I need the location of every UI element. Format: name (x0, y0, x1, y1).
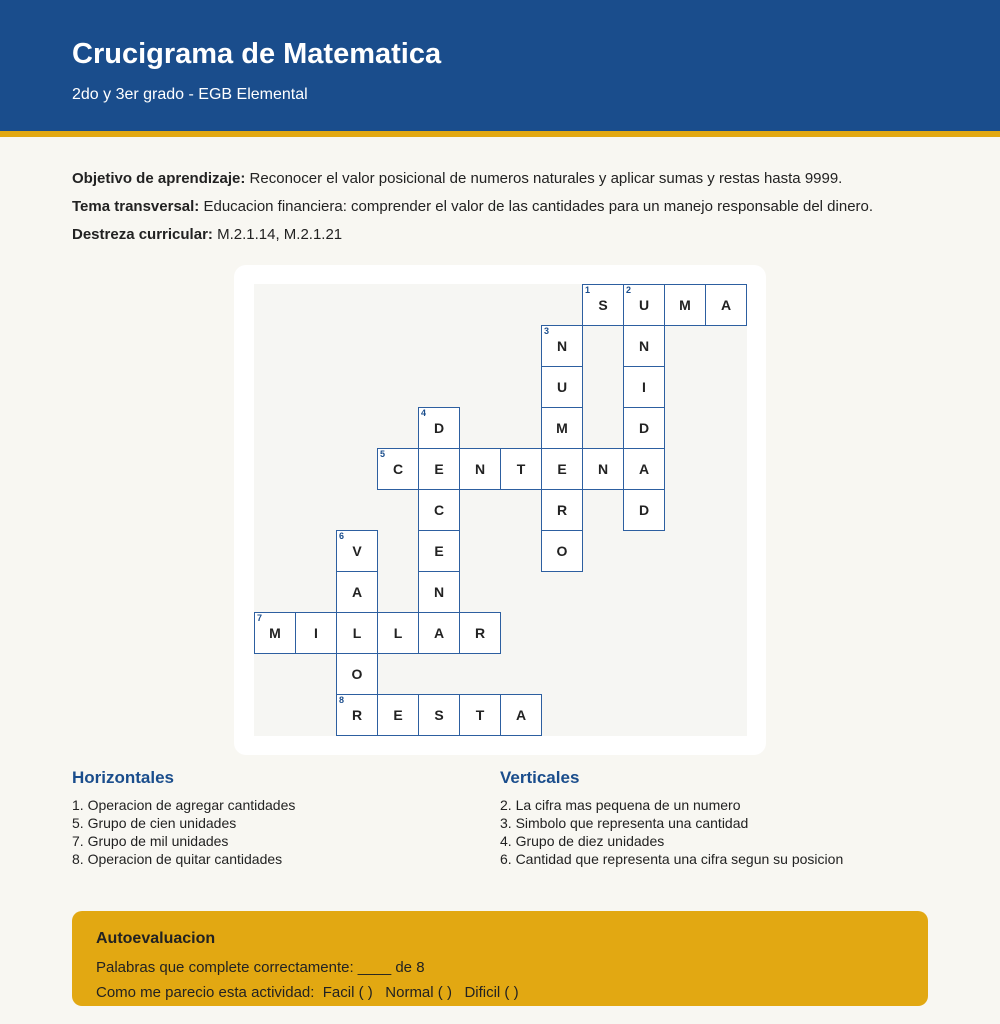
clue-item: 5. Grupo de cien unidades (72, 815, 237, 831)
cell-letter: M (269, 625, 281, 641)
clue-item: 6. Cantidad que representa una cifra segun su posicion (500, 851, 844, 867)
header-banner (0, 0, 1000, 137)
skill-line (72, 221, 873, 249)
crossword-cell (623, 366, 665, 408)
crossword-cell (336, 694, 378, 736)
cell-letter: T (516, 461, 526, 477)
crossword-cell (705, 284, 747, 326)
cell-letter: A (515, 707, 527, 723)
crossword-cell (500, 448, 542, 490)
crossword-cell (623, 284, 665, 326)
crossword-cell (500, 694, 542, 736)
crossword-cell (336, 571, 378, 613)
cell-letter: S (434, 707, 444, 723)
vertical-title: Verticales (500, 768, 580, 787)
page-subtitle: 2do y 3er grado - EGB Elemental (72, 86, 308, 103)
crossword-board (234, 265, 766, 755)
crossword-cell (254, 612, 296, 654)
self-evaluation-rating-line: Como me parecio esta actividad: Facil ( ) Normal ( ) Dificil ( ) (96, 984, 519, 1001)
clue-item: 8. Operacion de quitar cantidades (72, 851, 283, 867)
clue-number: 1 (585, 285, 591, 295)
crossword-cell (664, 284, 706, 326)
page-title: Crucigrama de Matematica (72, 38, 442, 70)
crossword-cell (295, 612, 337, 654)
self-evaluation-box (72, 911, 928, 1006)
cell-letter: M (556, 420, 568, 436)
clue-number: 2 (626, 285, 632, 295)
objective-line (72, 165, 873, 193)
crossword-cell (459, 612, 501, 654)
crossword-cell (418, 694, 460, 736)
cell-letter: R (474, 625, 486, 641)
cell-letter: I (642, 379, 646, 395)
cell-letter: E (434, 461, 444, 477)
cell-letter: O (556, 543, 568, 559)
cell-letter: V (352, 543, 362, 559)
cell-letter: N (638, 338, 650, 354)
info-section (72, 165, 873, 249)
clue-item: 1. Operacion de agregar cantidades (72, 797, 296, 813)
cell-letter: O (351, 666, 363, 682)
crossword-cell (418, 489, 460, 531)
cell-letter: D (638, 420, 650, 436)
self-evaluation-score-line: Palabras que complete correctamente: ____ de 8 (96, 959, 425, 976)
crossword-grid (254, 284, 747, 736)
self-evaluation-title: Autoevaluacion (96, 930, 216, 947)
crossword-cell (582, 448, 624, 490)
clue-item: 7. Grupo de mil unidades (72, 833, 229, 849)
cell-letter: M (679, 297, 691, 313)
cell-letter: S (598, 297, 608, 313)
cell-letter: I (314, 625, 318, 641)
cell-letter: R (556, 502, 568, 518)
clue-number: 4 (421, 408, 427, 418)
clue-item: 3. Simbolo que representa una cantidad (500, 815, 749, 831)
crossword-cell (336, 530, 378, 572)
crossword-cell (418, 571, 460, 613)
cell-letter: D (638, 502, 650, 518)
cell-letter: N (433, 584, 445, 600)
cell-letter: C (433, 502, 445, 518)
transversal-text: Educacion financiera: comprender el valor de las cantidades para un manejo responsable del dinero. (203, 198, 874, 215)
crossword-cell (377, 612, 419, 654)
clue-number: 5 (380, 449, 386, 459)
cell-letter: U (556, 379, 568, 395)
crossword-cell (582, 284, 624, 326)
objective-label: Objetivo de aprendizaje: (72, 170, 246, 187)
clue-number: 6 (339, 531, 345, 541)
cell-letter: N (597, 461, 609, 477)
crossword-cell (459, 694, 501, 736)
clue-number: 3 (544, 326, 550, 336)
skill-label: Destreza curricular: (72, 226, 213, 243)
clue-item: 2. La cifra mas pequena de un numero (500, 797, 741, 813)
cell-letter: T (475, 707, 485, 723)
crossword-cell (541, 448, 583, 490)
crossword-cell (623, 448, 665, 490)
crossword-cell (541, 407, 583, 449)
crossword-cell (623, 489, 665, 531)
crossword-cell (541, 489, 583, 531)
cell-letter: A (351, 584, 363, 600)
vertical-clues (500, 768, 920, 868)
crossword-cell (418, 530, 460, 572)
crossword-cell (418, 407, 460, 449)
cell-letter: E (434, 543, 444, 559)
cell-letter: U (638, 297, 650, 313)
transversal-label: Tema transversal: (72, 198, 200, 215)
crossword-cell (623, 407, 665, 449)
crossword-cell (623, 325, 665, 367)
skill-text: M.2.1.14, M.2.1.21 (217, 226, 343, 243)
transversal-line (72, 193, 873, 221)
crossword-cell (459, 448, 501, 490)
cell-letter: A (720, 297, 732, 313)
cell-letter: D (433, 420, 445, 436)
cell-letter: R (351, 707, 363, 723)
cell-letter: E (557, 461, 567, 477)
cell-letter: A (433, 625, 445, 641)
cell-letter: C (392, 461, 404, 477)
cell-letter: N (556, 338, 568, 354)
crossword-cell (541, 325, 583, 367)
crossword-cell (541, 366, 583, 408)
crossword-cell (418, 448, 460, 490)
clue-number: 7 (257, 613, 263, 623)
cell-letter: L (393, 625, 403, 641)
clue-number: 8 (339, 695, 345, 705)
crossword-cell (336, 653, 378, 695)
cell-letter: E (393, 707, 403, 723)
cell-letter: A (638, 461, 650, 477)
objective-text: Reconocer el valor posicional de numeros naturales y aplicar sumas y restas hasta 9999. (249, 170, 843, 187)
crossword-cell (336, 612, 378, 654)
crossword-cell (418, 612, 460, 654)
clue-item: 4. Grupo de diez unidades (500, 833, 665, 849)
cell-letter: L (352, 625, 362, 641)
crossword-cell (377, 694, 419, 736)
cell-letter: N (474, 461, 486, 477)
crossword-cell (541, 530, 583, 572)
crossword-cell (377, 448, 419, 490)
horizontal-clues (72, 768, 492, 868)
horizontal-title: Horizontales (72, 768, 175, 787)
